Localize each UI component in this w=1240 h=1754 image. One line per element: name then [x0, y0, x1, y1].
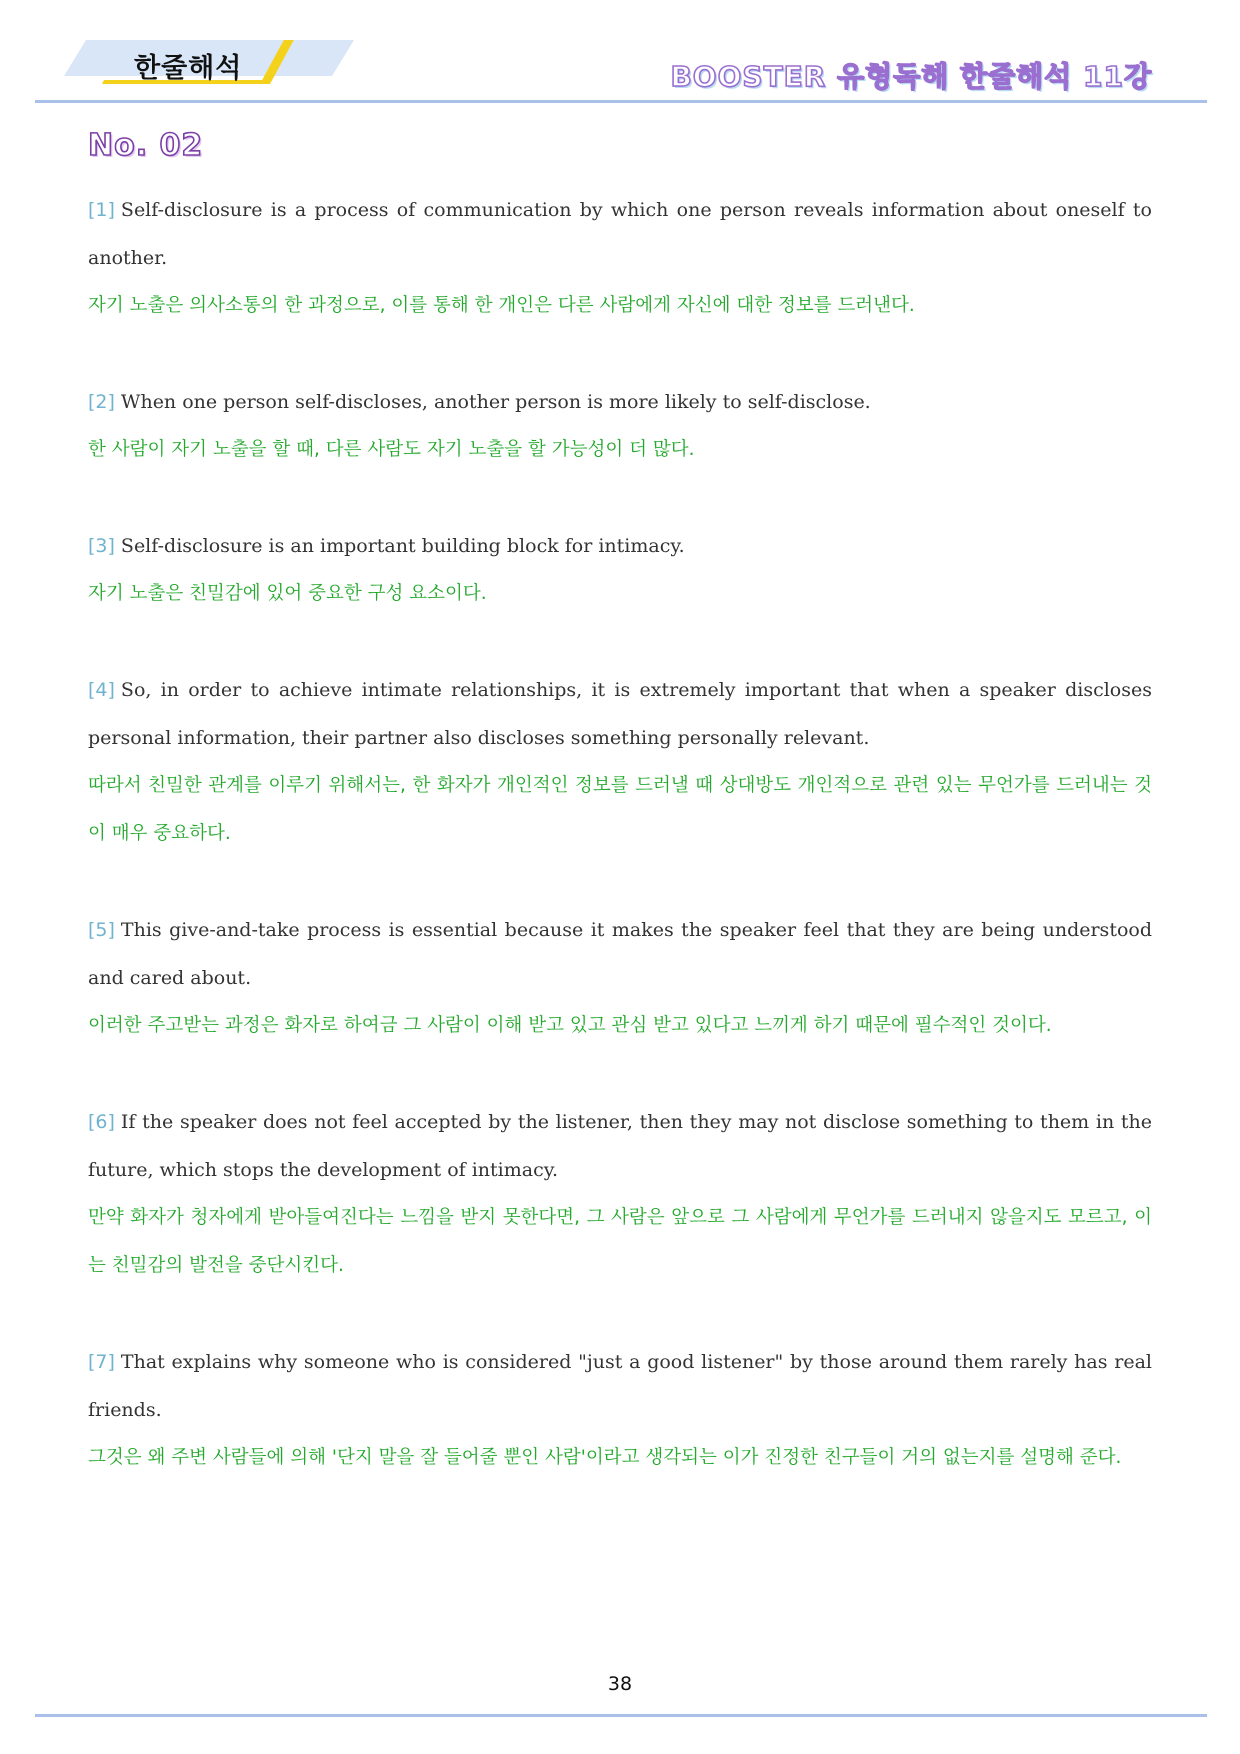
korean-translation: 그것은 왜 주변 사람들에 의해 '단지 말을 잘 들어줄 뿐인 사람'이라고 생각되는 이가 진정한 친구들이 거의 없는지를 설명해 준다.: [88, 1447, 1122, 1468]
series-title: BOOSTER 유형독해 한줄해석 11강: [670, 60, 1152, 93]
page-header: [0, 0, 1240, 110]
sentence-item: [88, 666, 1152, 858]
english-sentence: [88, 522, 1152, 570]
sentence-item: [88, 906, 1152, 1050]
english-text: Self-disclosure is an important building block for intimacy.: [120, 535, 685, 557]
sentence-item: [88, 1338, 1152, 1482]
header-divider: [35, 100, 1207, 103]
english-sentence: [88, 1098, 1152, 1194]
korean-translation: 자기 노출은 의사소통의 한 과정으로, 이를 통해 한 개인은 다른 사람에게 자신에 대한 정보를 드러낸다.: [88, 295, 915, 316]
english-sentence: [88, 906, 1152, 1002]
sentence-number: [7]: [88, 1351, 115, 1373]
korean-translation: 따라서 친밀한 관계를 이루기 위해서는, 한 화자가 개인적인 정보를 드러낼 때 상대방도 개인적으로 관련 있는 무언가를 드러내는 것이 매우 중요하다.: [88, 775, 1152, 844]
english-sentence: [88, 186, 1152, 282]
sentence-number: [2]: [88, 391, 115, 413]
sentence-number: [4]: [88, 679, 115, 701]
page-number: 38: [607, 1673, 633, 1695]
section-tag-label: 한줄해석: [134, 53, 243, 84]
english-sentence: [88, 1338, 1152, 1434]
sentence-number: [6]: [88, 1111, 115, 1133]
english-text: Self-disclosure is a process of communication by which one person reveals information about oneself to another.: [88, 199, 1152, 269]
sentence-item: [88, 186, 1152, 330]
sentence-list: [88, 186, 1152, 1530]
korean-translation: 한 사람이 자기 노출을 할 때, 다른 사람도 자기 노출을 할 가능성이 더 많다.: [88, 439, 695, 460]
english-sentence: [88, 378, 1152, 426]
sentence-number: [1]: [88, 199, 115, 221]
problem-number: No. 02: [88, 128, 204, 163]
sentence-number: [3]: [88, 535, 115, 557]
english-sentence: [88, 666, 1152, 762]
section-tag: [64, 40, 364, 90]
korean-translation: 자기 노출은 친밀감에 있어 중요한 구성 요소이다.: [88, 583, 487, 604]
english-text: This give-and-take process is essential because it makes the speaker feel that they are being understood and cared about.: [88, 919, 1152, 989]
sentence-item: [88, 1098, 1152, 1290]
korean-translation: 이러한 주고받는 과정은 화자로 하여금 그 사람이 이해 받고 있고 관심 받고 있다고 느끼게 하기 때문에 필수적인 것이다.: [88, 1015, 1052, 1036]
english-text: That explains why someone who is considered "just a good listener" by those around them rarely has real friends.: [88, 1351, 1152, 1421]
english-text: When one person self-discloses, another person is more likely to self-disclose.: [120, 391, 871, 413]
sentence-number: [5]: [88, 919, 115, 941]
sentence-item: [88, 522, 1152, 618]
korean-translation: 만약 화자가 청자에게 받아들여진다는 느낌을 받지 못한다면, 그 사람은 앞으로 그 사람에게 무언가를 드러내지 않을지도 모르고, 이는 친밀감의 발전을 중단시킨다.: [88, 1207, 1152, 1276]
english-text: If the speaker does not feel accepted by the listener, then they may not disclose something to them in the future, which stops the development of intimacy.: [88, 1111, 1152, 1181]
english-text: So, in order to achieve intimate relationships, it is extremely important that when a speaker discloses personal information, their partner also discloses something personally relevant.: [88, 679, 1152, 749]
sentence-item: [88, 378, 1152, 474]
footer-divider: [35, 1714, 1207, 1717]
